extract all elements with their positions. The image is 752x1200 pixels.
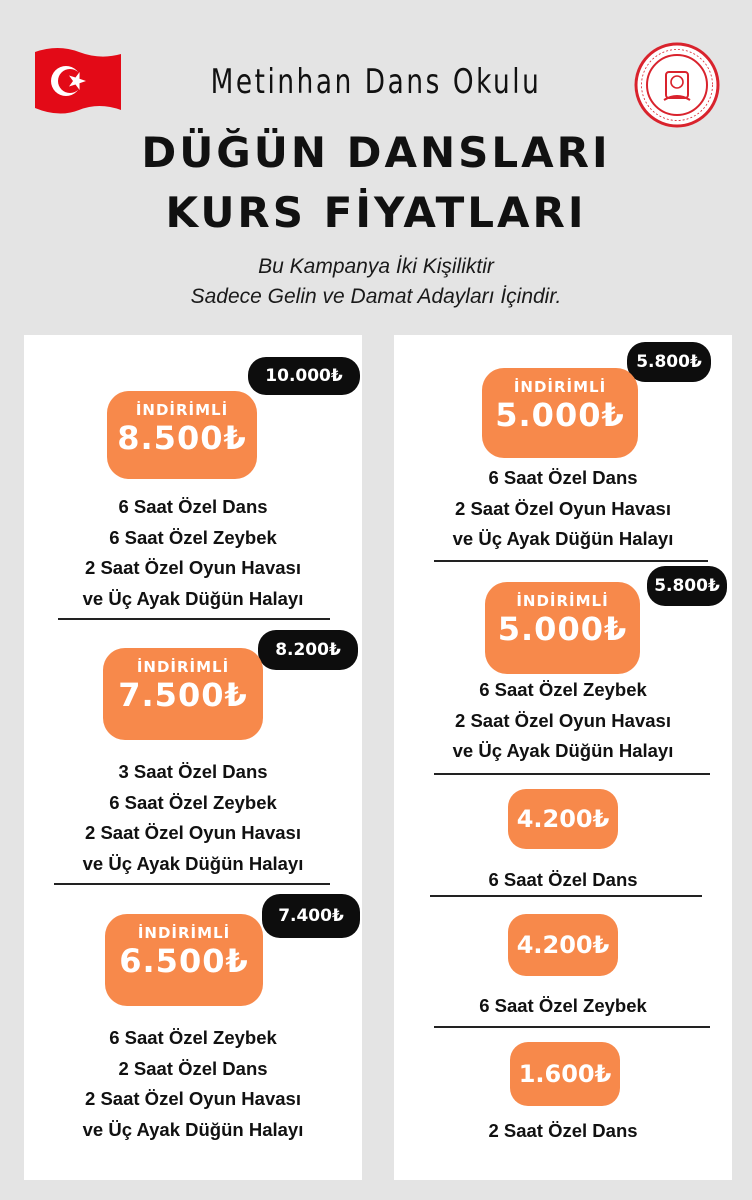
list-item: 6 Saat Özel Dans bbox=[118, 496, 268, 517]
discount-label: İNDİRİMLİ bbox=[516, 592, 609, 610]
package-items bbox=[24, 757, 362, 879]
discount-price-badge bbox=[485, 582, 640, 674]
list-item: 2 Saat Özel Dans bbox=[118, 1057, 268, 1079]
list-item: 2 Saat Özel Oyun Havası bbox=[85, 557, 301, 578]
package-items bbox=[24, 1023, 362, 1145]
discount-label: İNDİRİMLİ bbox=[135, 401, 229, 419]
divider bbox=[58, 618, 330, 620]
price-value: 8.500₺ bbox=[117, 419, 247, 457]
list-item: 6 Saat Özel Dans bbox=[488, 467, 638, 488]
price-value: 7.500₺ bbox=[118, 676, 248, 714]
price-value: 6.500₺ bbox=[119, 942, 249, 980]
price-value: 5.000₺ bbox=[495, 396, 625, 434]
discount-price-badge bbox=[482, 368, 638, 458]
list-item: 6 Saat Özel Dans bbox=[488, 869, 638, 890]
discount-price-badge bbox=[107, 391, 257, 479]
price-value: 1.600₺ bbox=[518, 1060, 612, 1088]
school-name: Metinhan Dans Okulu bbox=[210, 62, 542, 102]
list-item: 6 Saat Özel Zeybek bbox=[479, 995, 647, 1016]
divider bbox=[430, 895, 702, 897]
package-items bbox=[394, 1116, 732, 1147]
subtitle-line1: Bu Kampanya İki Kişiliktir bbox=[258, 255, 494, 278]
package-items bbox=[394, 675, 732, 767]
list-item: ve Üç Ayak Düğün Halayı bbox=[452, 528, 674, 549]
list-item: 6 Saat Özel Zeybek bbox=[109, 526, 277, 548]
list-item: 6 Saat Özel Zeybek bbox=[109, 1027, 277, 1048]
price-badge bbox=[508, 914, 618, 976]
list-item: ve Üç Ayak Düğün Halayı bbox=[82, 1118, 304, 1140]
package-items bbox=[394, 865, 732, 896]
list-item: ve Üç Ayak Düğün Halayı bbox=[82, 852, 304, 874]
list-item: 2 Saat Özel Oyun Havası bbox=[85, 1088, 301, 1109]
old-price-badge: 5.800₺ bbox=[647, 566, 727, 606]
page-title-line2: KURS FİYATLARI bbox=[165, 188, 587, 237]
divider bbox=[434, 1026, 710, 1028]
price-value: 4.200₺ bbox=[516, 931, 610, 959]
old-price-badge: 8.200₺ bbox=[258, 630, 358, 670]
list-item: 3 Saat Özel Dans bbox=[118, 761, 268, 782]
list-item: ve Üç Ayak Düğün Halayı bbox=[452, 740, 674, 761]
discount-label: İNDİRİMLİ bbox=[137, 924, 231, 942]
divider bbox=[434, 560, 708, 562]
discount-price-badge bbox=[103, 648, 263, 740]
list-item: 2 Saat Özel Oyun Havası bbox=[455, 709, 671, 731]
old-price-badge: 5.800₺ bbox=[627, 342, 711, 382]
list-item: 2 Saat Özel Oyun Havası bbox=[85, 822, 301, 843]
package-items bbox=[394, 991, 732, 1022]
old-price-badge: 7.400₺ bbox=[262, 894, 360, 938]
list-item: 6 Saat Özel Zeybek bbox=[479, 679, 647, 700]
package-items bbox=[24, 492, 362, 614]
discount-label: İNDİRİMLİ bbox=[513, 378, 607, 396]
discount-label: İNDİRİMLİ bbox=[136, 658, 230, 676]
old-price-badge: 10.000₺ bbox=[248, 357, 360, 395]
page-title-line1: DÜĞÜN DANSLARI bbox=[141, 128, 611, 177]
divider bbox=[54, 883, 330, 885]
discount-price-badge bbox=[105, 914, 263, 1006]
list-item: 6 Saat Özel Zeybek bbox=[109, 791, 277, 813]
package-items bbox=[394, 463, 732, 555]
list-item: 2 Saat Özel Dans bbox=[488, 1120, 638, 1141]
list-item: 2 Saat Özel Oyun Havası bbox=[455, 497, 671, 519]
price-badge bbox=[510, 1042, 620, 1106]
list-item: ve Üç Ayak Düğün Halayı bbox=[82, 587, 304, 609]
divider bbox=[434, 773, 710, 775]
price-badge bbox=[508, 789, 618, 849]
price-value: 5.000₺ bbox=[497, 610, 628, 648]
subtitle-line2: Sadece Gelin ve Damat Adayları İçindir. bbox=[190, 285, 562, 308]
price-value: 4.200₺ bbox=[516, 805, 610, 833]
